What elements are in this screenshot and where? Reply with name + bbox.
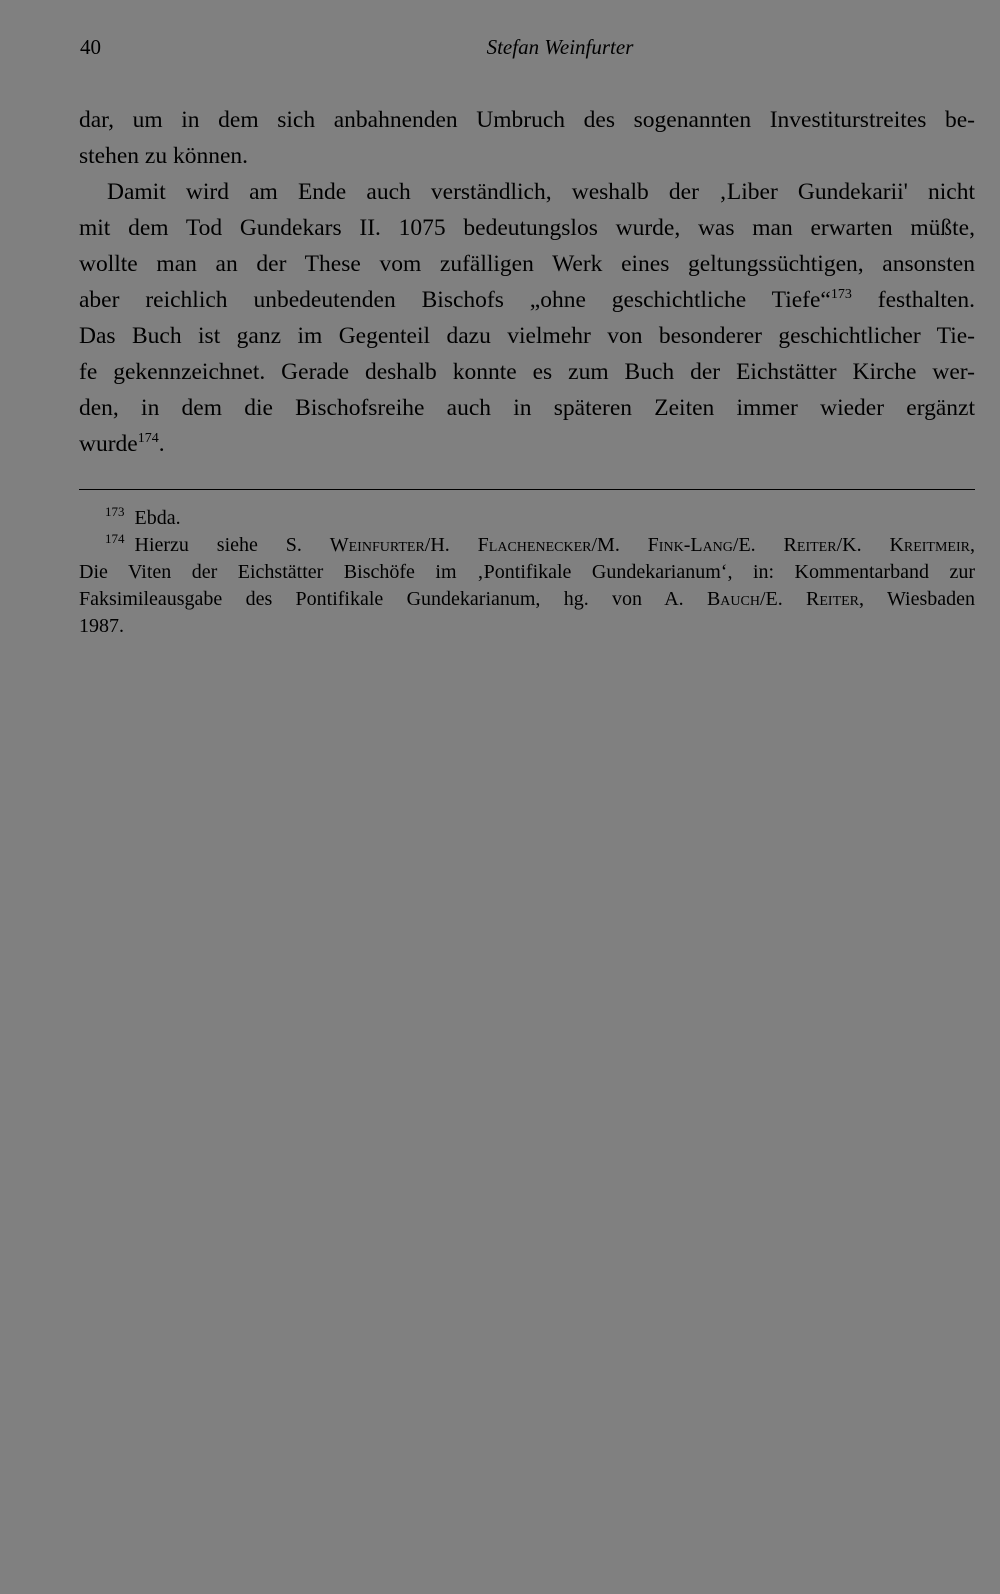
body-line: fe gekennzeichnet. Gerade deshalb konnte es zum Buch der Eichstätter Kirche wer- bbox=[79, 359, 975, 385]
footnote-number: 174 bbox=[105, 531, 125, 546]
editor-name: E. Reiter bbox=[765, 588, 860, 610]
footnote-text: , Wiesbaden bbox=[859, 588, 976, 610]
author-name: M. Fink-Lang bbox=[597, 534, 733, 556]
body-text-segment: wurde bbox=[79, 431, 138, 457]
body-line: dar, um in dem sich anbahnenden Umbruch des sogenannten Investiturstreites be- bbox=[79, 107, 975, 133]
footnote-separator bbox=[79, 489, 975, 490]
body-line: wollte man an der These vom zufälligen Werk eines geltungssüchtigen, ansonsten bbox=[79, 251, 975, 277]
footnote-174 bbox=[79, 532, 975, 640]
author-name: E. Reiter bbox=[738, 534, 837, 556]
footnote-reference: 173 bbox=[830, 287, 852, 302]
footnote-line bbox=[79, 505, 975, 532]
footnote-line: $^{174}$ Hierzu siehe S. Weinfurter/H. Flachenecker/M. Fink-Lang/E. Reiter/K. Kreitmeir, bbox=[105, 531, 975, 556]
footnote-number: 173 bbox=[105, 504, 125, 519]
body-text-segment: aber reichlich unbedeutenden Bischofs „ohne geschichtliche Tiefe“ bbox=[79, 287, 831, 313]
author-name: Weinfurter bbox=[329, 534, 425, 556]
body-text bbox=[79, 102, 975, 462]
author-name: H. Flachenecker bbox=[430, 534, 592, 556]
footnote-line: Faksimileausgabe des Pontifikale Gundekarianum, hg. von A. Bauch/E. Reiter, Wiesbaden bbox=[79, 588, 976, 610]
footnote-reference: 174 bbox=[137, 431, 159, 446]
footnote-line: 1987. bbox=[79, 615, 124, 637]
body-text-segment: . bbox=[158, 431, 165, 457]
footnotes bbox=[79, 505, 975, 640]
author-name: K. Kreitmeir bbox=[842, 534, 970, 556]
body-line bbox=[79, 426, 975, 462]
running-head: Stefan Weinfurter bbox=[486, 35, 634, 59]
body-line: Das Buch ist ganz im Gegenteil dazu vielmehr von besonderer geschichtlicher Tie- bbox=[79, 323, 975, 349]
footnote-text: Ebda. bbox=[134, 507, 181, 529]
footnote-173 bbox=[79, 505, 975, 532]
page-number: 40 bbox=[80, 35, 101, 59]
body-line: den, in dem die Bischofsreihe auch in späteren Zeiten immer wieder ergänzt bbox=[79, 395, 975, 421]
body-line bbox=[79, 282, 975, 318]
body-line: Damit wird am Ende auch verständlich, weshalb der ‚Liber Gundekarii' nicht bbox=[107, 179, 975, 205]
body-line: mit dem Tod Gundekars II. 1075 bedeutungslos wurde, was man erwarten müßte, bbox=[79, 215, 975, 241]
footnote-text: , bbox=[970, 534, 975, 556]
footnote-text: Hierzu siehe S. bbox=[134, 534, 330, 556]
body-line: stehen zu können. bbox=[79, 143, 249, 169]
footnote-line: Die Viten der Eichstätter Bischöfe im ‚Pontifikale Gundekarianum‘, in: Kommentarband zur bbox=[79, 561, 975, 583]
editor-name: Bauch bbox=[706, 588, 760, 610]
footnote-text: Faksimileausgabe des Pontifikale Gundekarianum, hg. von A. bbox=[79, 588, 707, 610]
body-text-segment: festhalten. bbox=[851, 287, 975, 313]
